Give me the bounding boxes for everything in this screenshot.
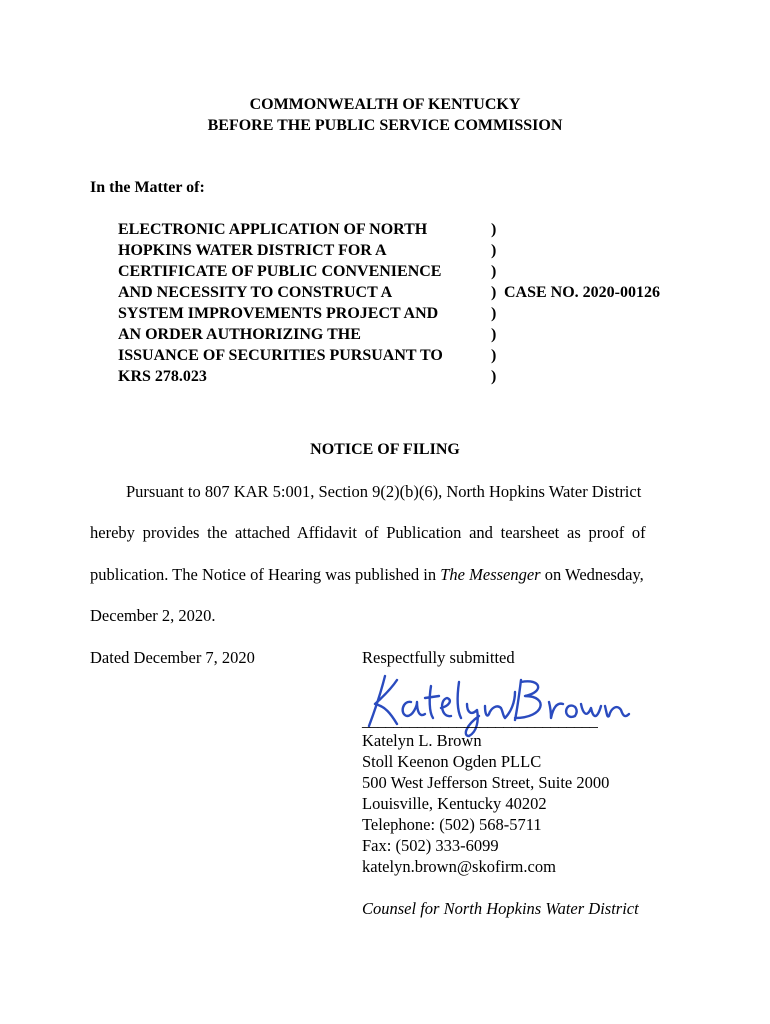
caption-paren: ) [491, 305, 497, 322]
fax: Fax: (502) 333-6099 [362, 836, 499, 855]
dated-line: Dated December 7, 2020 [90, 648, 255, 667]
caption-paren: ) [491, 347, 497, 364]
firm-name: Stoll Keenon Ogden PLLC [362, 752, 542, 771]
counsel-for: Counsel for North Hopkins Water District [362, 899, 639, 918]
notice-line-3-end: on Wednesday, [540, 565, 644, 584]
signature-line: ______________________________ [362, 711, 598, 730]
notice-paragraph-line-2: hereby provides the attached Affidavit of Publication and tearsheet as proof of [90, 523, 646, 542]
notice-title: NOTICE OF FILING [310, 441, 460, 458]
caption-paren: ) [491, 263, 497, 280]
caption-paren: ) [491, 326, 497, 343]
caption-line: CERTIFICATE OF PUBLIC CONVENIENCE [118, 263, 442, 280]
caption-line: AN ORDER AUTHORIZING THE [118, 326, 361, 343]
caption-line: ISSUANCE OF SECURITIES PURSUANT TO [118, 347, 443, 364]
caption-line: SYSTEM IMPROVEMENTS PROJECT AND [118, 305, 439, 322]
caption-paren: ) [491, 221, 497, 238]
caption-line: ELECTRONIC APPLICATION OF NORTH [118, 221, 428, 238]
attorney-name: Katelyn L. Brown [362, 731, 482, 750]
caption-paren: ) [491, 242, 497, 259]
notice-paragraph-line-4: December 2, 2020. [90, 606, 216, 625]
header-line-2: BEFORE THE PUBLIC SERVICE COMMISSION [207, 117, 563, 134]
caption-line: KRS 278.023 [118, 368, 207, 385]
notice-line-3-start: publication. The Notice of Hearing was published in [90, 565, 441, 584]
respectfully-submitted: Respectfully submitted [362, 648, 515, 667]
address-line-2: Louisville, Kentucky 40202 [362, 794, 547, 813]
email: katelyn.brown@skofirm.com [362, 857, 556, 876]
case-number: CASE NO. 2020-00126 [504, 284, 661, 301]
caption-line: AND NECESSITY TO CONSTRUCT A [118, 284, 393, 301]
header-line-1: COMMONWEALTH OF KENTUCKY [249, 96, 521, 113]
notice-paragraph-line-3 [90, 565, 644, 585]
matter-intro: In the Matter of: [90, 179, 205, 196]
caption-paren: ) [491, 284, 497, 301]
caption-paren: ) [491, 368, 497, 385]
publication-name: The Messenger [440, 565, 541, 584]
address-line-1: 500 West Jefferson Street, Suite 2000 [362, 773, 610, 792]
telephone: Telephone: (502) 568-5711 [362, 815, 542, 834]
caption-line: HOPKINS WATER DISTRICT FOR A [118, 242, 387, 259]
notice-paragraph-line-1: Pursuant to 807 KAR 5:001, Section 9(2)(b)(6), North Hopkins Water District [126, 482, 642, 501]
